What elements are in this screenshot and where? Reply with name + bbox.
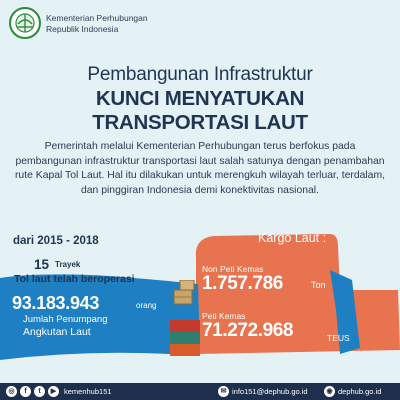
routes-description: Tol laut telah beroperasi — [14, 273, 135, 285]
container-label: Peti Kemas — [202, 311, 246, 321]
passengers-description-1: Jumlah Penumpang — [23, 314, 108, 325]
instagram-icon[interactable]: ◎ — [6, 386, 17, 397]
cargo-crates-icon — [166, 280, 206, 360]
container-value: 71.272.968 — [202, 320, 294, 341]
title-line-1: Pembangunan Infrastruktur — [87, 64, 313, 85]
footer-handle[interactable]: kemenhub151 — [64, 387, 112, 396]
title-line-2: KUNCI MENYATUKAN — [95, 87, 305, 110]
non-container-value: 1.757.786 — [202, 273, 283, 294]
routes-value: 15 — [34, 257, 50, 272]
cargo-title: Kargo Laut : — [258, 231, 327, 245]
routes-unit: Trayek — [55, 260, 81, 269]
passengers-description-2: Angkutan Laut — [23, 326, 91, 338]
ministry-logo — [8, 6, 42, 40]
period-label: dari 2015 - 2018 — [13, 235, 99, 247]
email-icon[interactable]: ✉ — [218, 386, 229, 397]
ministry-line-2: Republik Indonesia — [46, 24, 119, 34]
container-unit: TEUS — [327, 333, 350, 343]
intro-paragraph: Pemerintah melalui Kementerian Perhubungan terus berfokus pada pembangunan infrastruktur transportasi laut salah satunya dengan penambahan rute Kapal Tol Laut. Hal itu dilakukan untuk merengkuh wilayah terluar, terdalam, dan pinggiran Indonesia demi konektivitas nasional. — [14, 141, 386, 196]
youtube-icon[interactable]: ▶ — [48, 386, 59, 397]
passengers-value: 93.183.943 — [12, 293, 100, 313]
globe-icon[interactable]: ◉ — [324, 386, 335, 397]
twitter-icon[interactable]: t — [34, 386, 45, 397]
facebook-icon[interactable]: f — [20, 386, 31, 397]
footer-bar — [0, 383, 400, 400]
title-line-3: TRANSPORTASI LAUT — [92, 111, 308, 134]
non-container-label: Non Peti Kemas — [202, 264, 264, 274]
footer-website[interactable]: dephub.go.id — [338, 387, 382, 396]
footer-email[interactable]: info151@dephub.go.id — [232, 387, 308, 396]
non-container-unit: Ton — [311, 280, 326, 290]
ministry-name — [46, 13, 148, 35]
passengers-unit: orang — [136, 301, 157, 310]
ministry-line-1: Kementerian Perhubungan — [46, 13, 148, 23]
